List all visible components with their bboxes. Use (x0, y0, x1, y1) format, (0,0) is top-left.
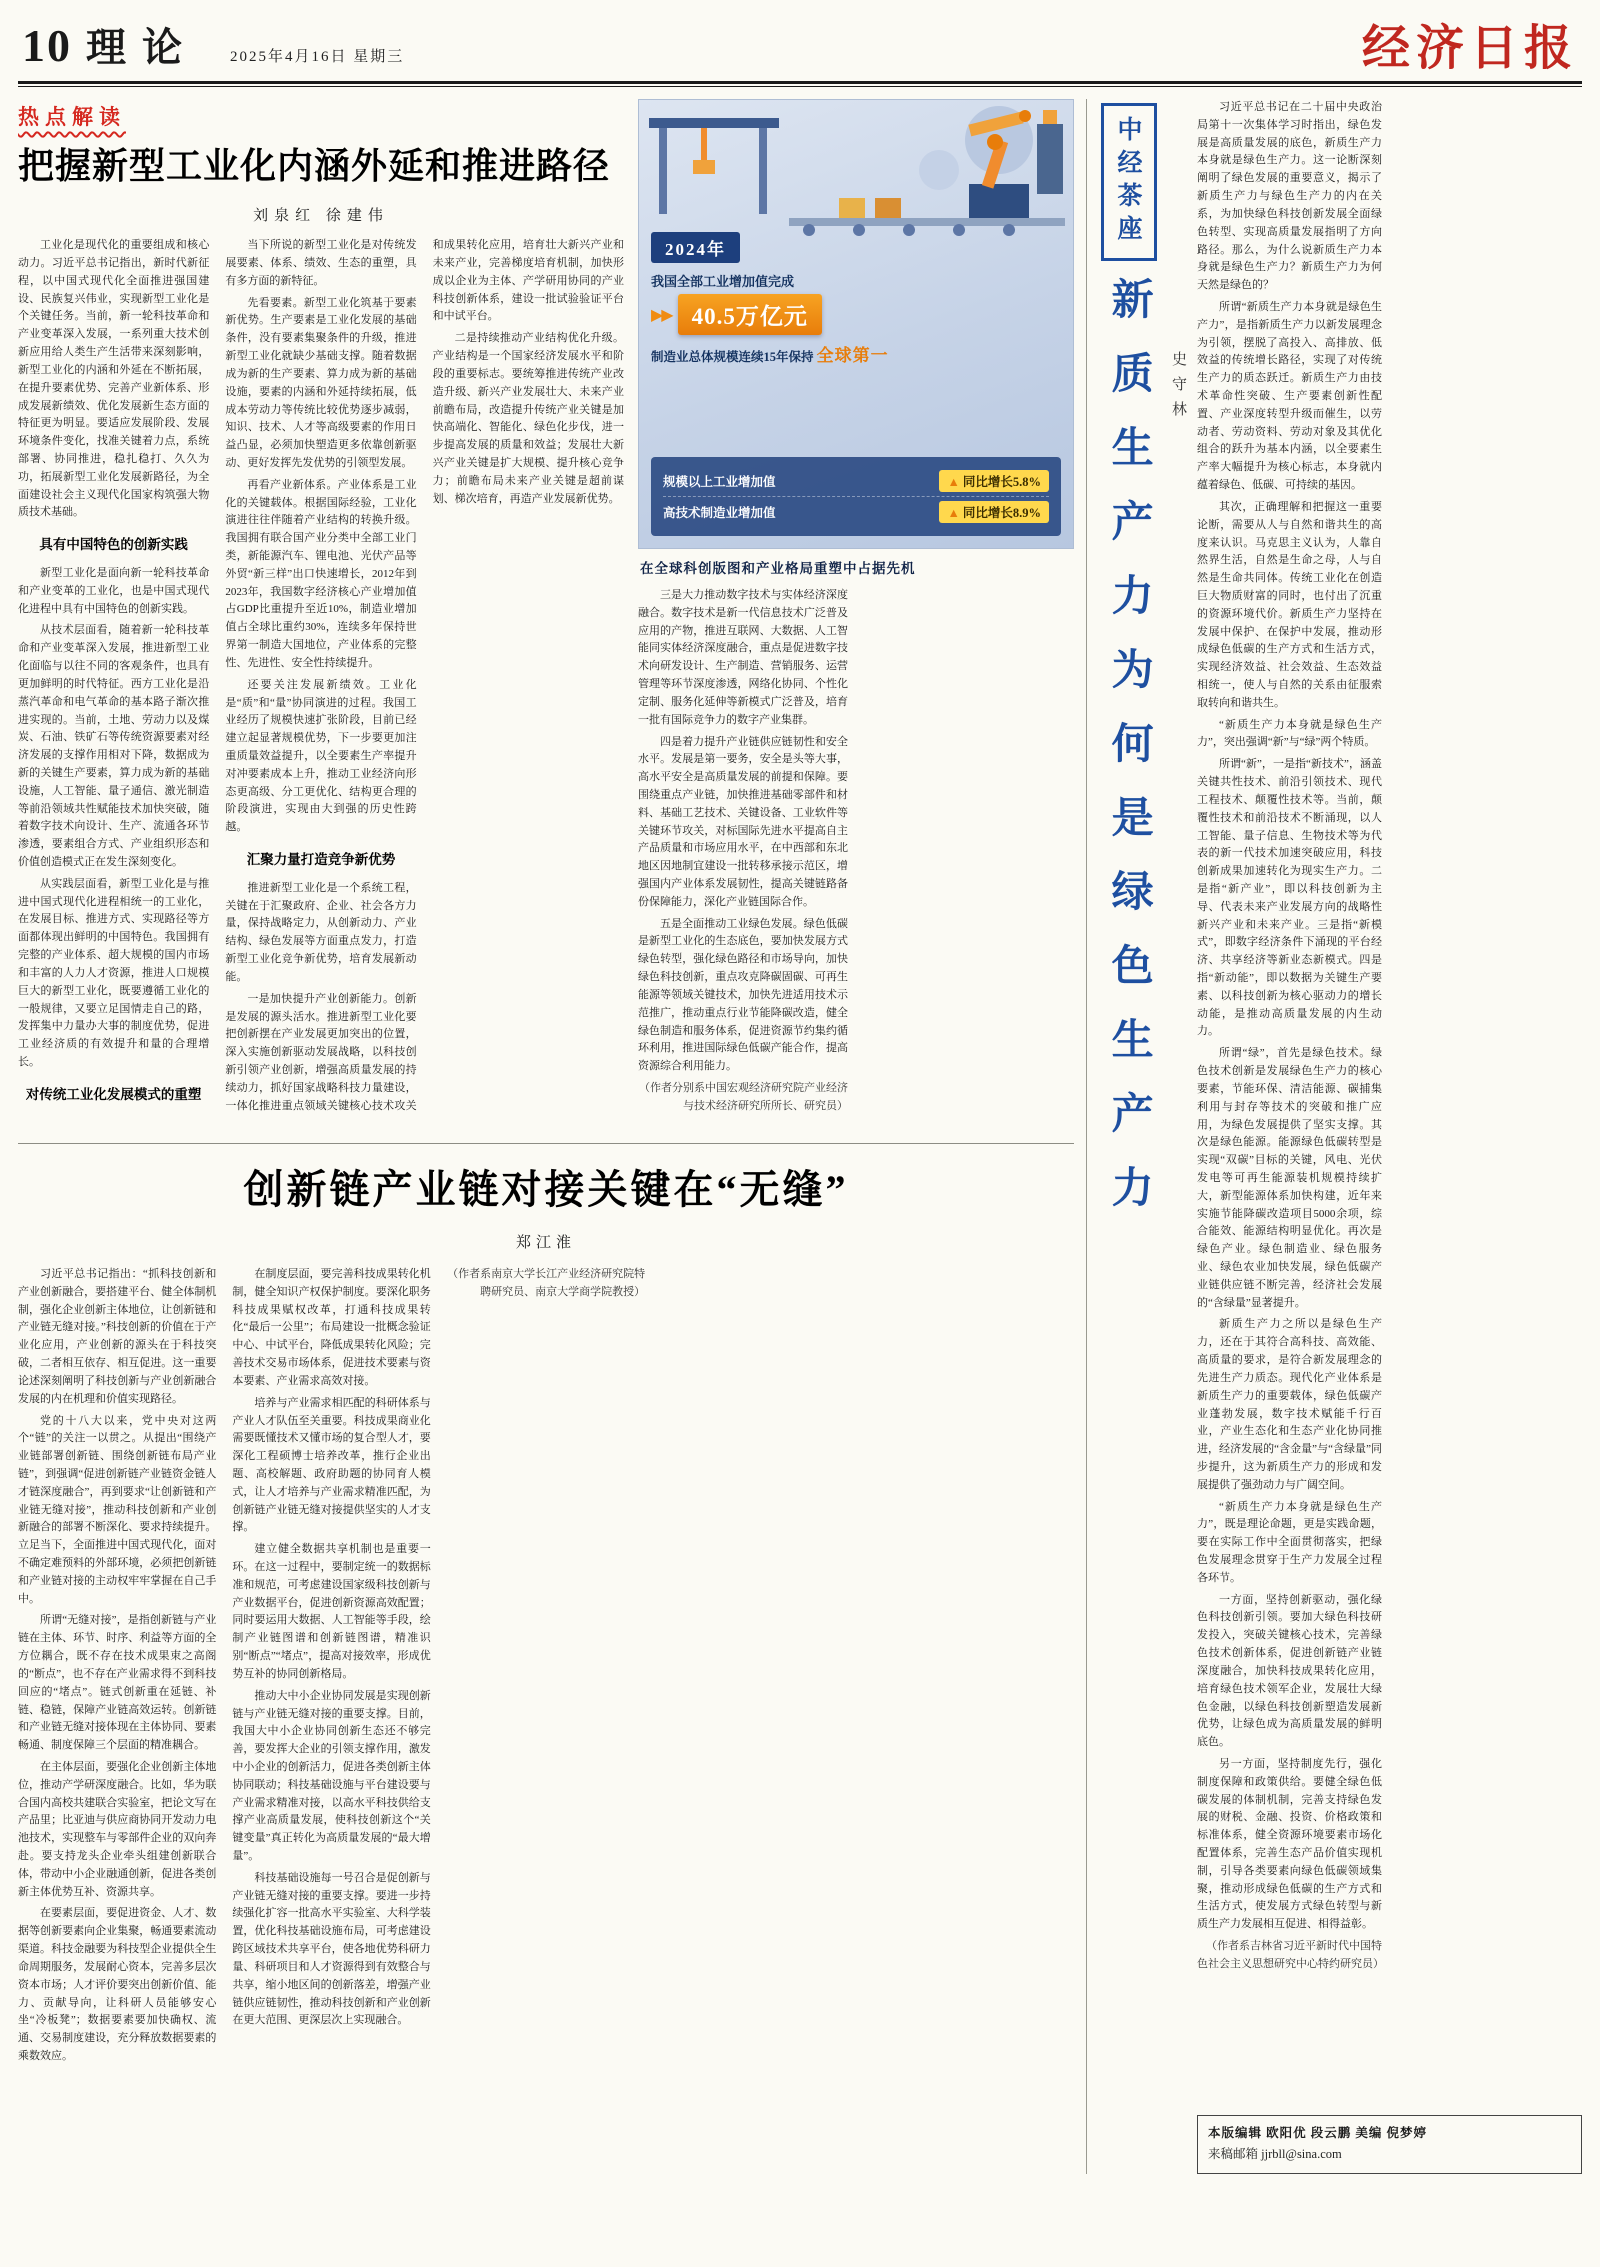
industrial-output-value: 40.5万亿元 (678, 294, 822, 335)
stat1-label: 规模以上工业增加值 (663, 475, 776, 489)
sidebar-author: 史守林 (1170, 351, 1186, 426)
line2-highlight: 全球第一 (816, 346, 889, 365)
infographic-value-row (651, 294, 901, 335)
stat1-value: 同比增长5.8% (962, 475, 1041, 489)
editors-line: 本版编辑 欧阳优 段云鹏 美编 倪梦婷 (1208, 2126, 1428, 2140)
triangle-up-icon: ▲ (947, 475, 960, 489)
page-number: 10 (22, 20, 72, 71)
stat-row-hightech (663, 496, 1049, 527)
paragraph: 当下所说的新型工业化是对传统发展要素、体系、绩效、生态的重塑，具有多方面的新特征。 (225, 239, 417, 287)
infographic-stats (651, 457, 1061, 536)
paragraph: 科技基础设施每一号召合是促创新与产业链无缝对接的重要支撑。要进一步持续强化扩容一批高水平实验室、大科学装置，优化科技基础设施布局，可考虑建设跨区域技术共享平台，使各地优势科研力量、科研项目和人才资源得到有效整合与共享，缩小地区间的创新落差，增强产业链供应链韧性，推动科技创新和产业创新在更大范围、更深层次上实现融合。 (232, 1871, 431, 2027)
main-article-right (638, 99, 1074, 1127)
paragraph: 新质生产力之所以是绿色生产力，还在于其符合高科技、高效能、高质量的要求，是符合新发展理念的先进生产力质态。现代化产业体系是新质生产力的重要载体，绿色低碳产业蓬勃发展，数字技术赋能千行百业，产业生态化和生态产业化协同推进，经济发展的“含金量”与“含绿量”同步提升，这为新质生产力的形成和发展提供了强劲动力与广阔空间。 (1197, 1318, 1382, 1491)
bottom-article (18, 1158, 1074, 2068)
paragraph: 推进新型工业化是一个系统工程，关键在于汇聚政府、企业、社会各方力量，保持战略定力，从创新动力、产业结构、绿色发展等方面重点发力，打造新型工业化竞争新优势，培育发展新动能。 (225, 881, 417, 983)
main-article (18, 99, 1074, 1127)
sidebar-body (1197, 99, 1582, 2115)
paragraph: 五是全面推动工业绿色发展。绿色低碳是新型工业化的生态底色，要加快发展方式绿色转型，强化绿色路径和市场导向，加快绿色科技创新，重点攻克降碳固碳、可再生能源等领域关键技术，加快先进适用技术示范推广，推动重点行业节能降碳改造，健全绿色制造和服务体系，促进资源节约集约循环利用，推进国际绿色低碳产能合作，提高资源综合利用能力。 (638, 917, 848, 1073)
paragraph: 所谓“新”，一是指“新技术”，涵盖关键共性技术、前沿引领技术、现代工程技术、颠覆性技术等。当前，颠覆性技术和前沿技术不断涌现，以人工智能、量子信息、生物技术等为代表的新一代技术加速突破应用，科技创新成果加速转化为现实生产力。二是指“新产业”，即以科技创新为主导、代表未来产业发展方向的战略性新兴产业和未来产业。三是指“新模式”，即数字经济条件下涌现的平台经济、共享经济等新业态新模式。四是指“新动能”，即以数据为关键生产要素、以科技创新为核心驱动力的增长动能，是推动高质量发展的内生动力。 (1197, 758, 1382, 1038)
paragraph: 在主体层面，要强化企业创新主体地位，推动产学研深度融合。比如，华为联合国内高校共建联合实验室，把论文写在产品里；比亚迪与供应商协同开发动力电池技术，实现整车与零部件企业的双向奔赴。要支持龙头企业牵头组建创新联合体，带动中小企业融通创新，促进各类创新主体优势互补、资源共享。 (18, 1760, 217, 1898)
section-subhead: 具有中国特色的创新实践 (39, 537, 188, 553)
paragraph: 从技术层面看，随着新一轮科技革命和产业变革深入发展，推进新型工业化面临与以往不同的客观条件，也具有更加鲜明的时代特征。西方工业化是沿蒸汽革命和电气革命的基本路子渐次推进实现的。当前，土地、劳动力以及煤炭、石油、铁矿石等传统资源要素对经济发展的支撑作用相对下降，数据成为新的关键生产要素，算力成为新的基础设施，人工智能、量子通信、激光制造等前沿领域共性赋能技术加快突破，随着数字技术向设计、生产、流通各环节渗透，要素组合方式、产业组织形态和价值创造模式正在发生深刻变化。 (18, 624, 210, 869)
main-body-left (18, 237, 624, 1119)
line2-prefix: 制造业总体规模连续15年保持 (651, 350, 814, 364)
stat2-value: 同比增长8.9% (962, 506, 1041, 520)
paragraph: 新型工业化是面向新一轮科技革命和产业变革的工业化，也是中国式现代化进程中具有中国特色的创新实践。 (18, 567, 210, 615)
paragraph: 其次，正确理解和把握这一重要论断，需要从人与自然和谐共生的高度来认识。马克思主义认为，人靠自然界生活，自然是生命之母，人与自然是生命共同体。传统工业化在创造巨大物质财富的同时，也付出了沉重的资源环境代价。新质生产力坚持在发展中保护、在保护中发展，推动形成绿色低碳的生产方式和生活方式，实现经济效益、社会效益、生态效益相统一，使人与自然的关系由征服索取转向和谐共生。 (1197, 500, 1382, 709)
sidebar-body-wrap (1197, 99, 1582, 2174)
page-date: 2025年4月16日 星期三 (230, 49, 405, 65)
paragraph: 习近平总书记在二十届中央政治局第十一次集体学习时指出，绿色发展是高质量发展的底色，新质生产力本身就是绿色生产力。这一论断深刻阐明了绿色发展的重要意义，揭示了新质生产力与绿色生产力的内在关系，为加快绿色科技创新发展全面绿色转型、实现高质量发展指明了方向路径。那么，为什么说新质生产力本身就是绿色生产力？新质生产力为何天然是绿色的？ (1197, 101, 1382, 292)
paragraph: 从实践层面看，新型工业化是与推进中国式现代化进程相统一的工业化，在发展目标、推进方式、实现路径等方面都体现出鲜明的中国特色。我国拥有完整的产业体系、超大规模的国内市场和丰富的人力人才资源，推进人口规模巨大的新型工业化，既要遵循工业化的一般规律，又要立足国情走自己的路，发挥集中力量办大事的制度优势，促进工业经济质的有效提升和量的合理增长。 (18, 877, 210, 1068)
infographic-line1: 我国全部工业增加值完成 (651, 274, 795, 289)
arrows-icon: ▶▶ (651, 306, 672, 324)
editor-box (1197, 2115, 1582, 2174)
paragraph: 四是着力提升产业链供应链韧性和安全水平。发展是第一要务，安全是头等大事，高水平安全是高质量发展的前提和保障。要围绕重点产业链，加快推进基础零部件和材料、基础工艺技术、关键设备、工业软件等关键环节攻关，对标国际先进水平提高自主产品质量和市场应用水平，在中西部和东北地区因地制宜建设一批转移承接示范区，增强国内产业体系发展韧性，提高关键链路备份保障能力，深化产业链国际合作。 (638, 735, 848, 908)
stat2-chip (939, 501, 1049, 523)
paragraph: 一方面，坚持创新驱动，强化绿色科技创新引领。要加大绿色科技研发投入，突破关键核心技术，完善绿色技术创新体系，促进创新链产业链深度融合，加快科技成果转化应用，培育绿色技术领军企业，发展壮大绿色金融，以绿色科技创新塑造发展新优势，让绿色成为高质量发展的鲜明底色。 (1197, 1593, 1382, 1749)
infographic-caption: 在全球科创版图和产业格局重塑中占据先机 (640, 561, 916, 576)
paragraph: “新质生产力本身就是绿色生产力”，既是理论命题，更是实践命题，要在实际工作中全面贯彻落实，把绿色发展理念贯穿于生产力发展全过程各环节。 (1197, 1500, 1382, 1584)
paragraph: 一是加快提升产业创新能力。创新是发展的源头活水。推进新型工业化要把创新摆在产业发展更加突出的位置，深入实施创新驱动发展战略，以科技创新引领产业创新，增强高质量发展的持续动力，抓好国家战略科技力量建设，一体化推进重点领域关键核心技术攻关和成果转化应用，培育壮大新兴产业和未来产业，完善梯度培育机制，加快形成以企业为主体、产学研用协同的产业科技创新体系，建设一批试验验证平台和中试平台。 (225, 239, 624, 1112)
column-badge: 中经茶座 (1101, 103, 1157, 261)
infographic-panel (651, 232, 901, 369)
paragraph: 再看产业新体系。产业体系是工业化的关键载体。根据国际经验，工业化演进往往伴随着产业结构的转换升级。我国拥有联合国产业分类中全部工业门类，新能源汽车、锂电池、光伏产品等外贸“新三样”出口快速增长，2012年到2023年，我国数字经济核心产业增加值占GDP比重提升至近10%，制造业增加值占全球比重约30%，连续多年保持世界第一制造大国地位，产业体系的完整性、先进性、安全性持续提升。 (225, 478, 417, 669)
paragraph: 二是持续推动产业结构优化升级。产业结构是一个国家经济发展水平和阶段的重要标志。要统筹推进传统产业改造升级、新兴产业发展壮大、未来产业前瞻布局，改造提升传统产业关键是加快高端化、智能化、绿色化步伐，进一步提高发展的质量和效益；发展壮大新兴产业关键是扩大规模、提升核心竞争力；前瞻布局未来产业关键是超前谋划、梯次培育，再造产业发展新优势。 (432, 332, 624, 505)
industry-illustration-icon (639, 100, 1074, 250)
paragraph: 所谓“新质生产力本身就是绿色生产力”，是指新质生产力以新发展理念为引领，摆脱了高投入、高排放、低效益的传统增长路径，实现了对传统生产力的质态跃迁。新质生产力由技术革命性突破、生产要素创新性配置、产业深度转型升级而催生，以劳动者、劳动资料、劳动对象及其优化组合的跃升为基本内涵，以全要素生产率大幅提升为核心标志，本身就内蕴着绿色、低碳、可持续的基因。 (1197, 300, 1382, 492)
industry-infographic (638, 99, 1074, 549)
paragraph: 建立健全数据共享机制也是重要一环。在这一过程中，要制定统一的数据标准和规范，可考虑建设国家级科技创新与产业数据平台，促进创新资源高效配置；同时要运用大数据、人工智能等手段，绘制产业链图谱和创新链图谱，精准识别“断点”“堵点”，提高对接效率，形成优势互补的协同创新格局。 (232, 1543, 431, 1680)
section-subhead: 汇聚力量打造竞争新优势 (246, 852, 396, 867)
sidebar-article (1099, 99, 1582, 2174)
article-divider (18, 1143, 1074, 1144)
paragraph: 另一方面，坚持制度先行，强化制度保障和政策供给。要健全绿色低碳发展的体制机制，完善支持绿色发展的财税、金融、投资、价格政策和标准体系，健全资源环境要素市场化配置体系，完善生态产品价值实现机制，引导各类要素向绿色低碳领域集聚，推动形成绿色低碳的生产方式和生活方式，使发展方式绿色转型与新质生产力发展相互促进、相得益彰。 (1197, 1757, 1382, 1931)
stat2-label: 高技术制造业增加值 (663, 506, 776, 520)
paragraph: 三是大力推动数字技术与实体经济深度融合。数字技术是新一代信息技术广泛普及应用的产物，推进互联网、大数据、人工智能同实体经济深度融合，重点是促进数字技术向研发设计、生产制造、营销服务、运营管理等环节深度渗透，网络化协同、个性化定制、服务化延伸等新模式广泛普及，培育一批有国际竞争力的数字产业集群。 (638, 589, 848, 726)
infographic-line2 (651, 343, 901, 369)
infographic-year-badge: 2024年 (651, 232, 740, 263)
paragraph: 先看要素。新型工业化筑基于要素新优势。生产要素是工业化发展的基础条件，没有要素集聚条件的升级，推进新型工业化就缺少基础支撑。随着数据成为新的生产要素、算力成为新的基础设施，要素的内涵和外延持续拓展，低成本劳动力等传统比较优势逐步减弱，知识、技术、人才等高级要素的作用日益凸显，必须加快塑造更多依靠创新驱动、更好发挥先发优势的引领型发展。 (225, 296, 417, 469)
page-header (18, 14, 1582, 79)
bottom-headline: 创新链产业链对接关键在“无缝” (243, 1167, 849, 1212)
triangle-up-icon: ▲ (947, 506, 960, 520)
author-note: （作者分别系中国宏观经济研究院产业经济与技术经济研究所所长、研究员） (639, 1081, 848, 1112)
paragraph: 党的十八大以来，党中央对这两个“链”的关注一以贯之。从提出“围绕产业链部署创新链、围绕创新链布局产业链”，到强调“促进创新链产业链资金链人才链深度融合”，再到要求“让创新链和产业链无缝对接”，推动科技创新和产业创新融合的部署不断深化、要求持续提升。立足当下，全面推进中国式现代化，面对不确定难预料的外部环境，必须把创新链和产业链对接的主动权牢牢掌握在自己手中。 (18, 1414, 217, 1605)
paragraph: 习近平总书记指出：“抓科技创新和产业创新融合，要搭建平台、健全体制机制，强化企业创新主体地位，让创新链和产业链无缝对接。”科技创新的价值在于产业化应用，产业创新的源头在于科技突破，二者相互依存、相互促进。这一重要论述深刻阐明了科技创新与产业创新融合发展的内在机理和价值实现路径。 (18, 1268, 217, 1405)
paragraph: 在要素层面，要促进资金、人才、数据等创新要素向企业集聚，畅通要素流动渠道。科技金融要为科技型企业提供全生命周期服务，发展耐心资本，完善多层次资本市场；人才评价要突出创新价值、能力、贡献导向，让科研人员能够安心坐“冷板凳”；数据要素要加快确权、流通、交易制度建设，充分释放数据要素的乘数效应。 (18, 1907, 217, 2062)
author-note: （作者系南京大学长江产业经济研究院特聘研究员、南京大学商学院教授） (447, 1268, 646, 1298)
mailbox-line: 来稿邮箱 jjrbll@sina.com (1208, 2147, 1342, 2162)
main-byline: 刘泉红 徐建伟 (253, 208, 389, 225)
paragraph: 培养与产业需求相匹配的科研体系与产业人才队伍至关重要。科技成果商业化需要既懂技术又懂市场的复合型人才，要深化工程硕博士培养改革，推行企业出题、高校解题、政府助题的协同育人模式，让人才培养与产业需求精准匹配，为创新链产业链无缝对接提供坚实的人才支撑。 (232, 1396, 431, 1534)
header-rule-thick (18, 81, 1582, 84)
hot-topic-tag: 热点解读 (18, 105, 126, 129)
masthead-logo: 经济日报 (1361, 22, 1578, 75)
page-content (18, 99, 1582, 2174)
paragraph: 在制度层面，要完善科技成果转化机制，健全知识产权保护制度。要深化职务科技成果赋权改革，打通科技成果转化“最后一公里”；布局建设一批概念验证中心、中试平台，降低成果转化风险；完善技术交易市场体系，促进技术要素与资本要素、产业需求高效对接。 (232, 1268, 431, 1387)
paragraph: “新质生产力本身就是绿色生产力”，突出强调“新”与“绿”两个特质。 (1197, 718, 1382, 749)
page-header-left (22, 16, 404, 73)
main-sidebar-divider (1086, 99, 1087, 2174)
main-article-left (18, 99, 624, 1127)
paragraph: 工业化是现代化的重要组成和核心动力。习近平总书记指出，新时代新征程，以中国式现代化全面推进强国建设、民族复兴伟业，实现新型工业化是个关键任务。当前，新一轮科技革命和产业变革深入发展，一系列重大技术创新应用给人类生产生活带来深刻影响，新型工业化的内涵和外延在不断拓展，在提升要素优势、完善产业新体系、形成发展新绩效、优化发展新生态方面的特征更为明显。要适应发展阶段、发展环境条件变化，找准关键着力点，系统部署、协同推进，稳扎稳打、久久为功，拓展新型工业化发展新路径，为全面建设社会主义现代化国家构筑强大物质技术基础。 (18, 239, 210, 519)
sidebar-title-rail (1099, 99, 1187, 2174)
header-rule-thin (18, 86, 1582, 87)
paragraph: 所谓“无缝对接”，是指创新链与产业链在主体、环节、时序、利益等方面的全方位耦合，既不存在技术成果束之高阁的“断点”，也不存在产业需求得不到科技回应的“堵点”。链式创新重在延链、补链、稳链，保障产业链高效运转。创新链和产业链无缝对接体现在主体协同、要素畅通、制度保障三个层面的精准耦合。 (18, 1614, 217, 1752)
bottom-byline: 郑江淮 (515, 1235, 576, 1251)
main-article-layout (18, 99, 1074, 1127)
bottom-body (18, 1266, 1074, 2068)
main-body-right (638, 587, 1074, 1127)
paragraph: 所谓“绿”，首先是绿色技术。绿色技术创新是发展绿色生产力的核心要素，节能环保、清洁能源、碳捕集利用与封存等技术的突破和推广应用，为绿色发展提供了坚实支撑。其次是绿色能源。能源绿色低碳转型是实现“双碳”目标的关键，风电、光伏发电等可再生能源装机规模持续扩大，新型能源体系加快构建，近年来实施节能降碳改造项目5000余项，综合能效、能源结构明显优化。再次是绿色产业。绿色制造业、绿色服务业、绿色农业加快发展，绿色低碳产业链供应链不断完善，经济社会发展的“含绿量”显著提升。 (1197, 1047, 1382, 1309)
sidebar-vertical-title: 新质生产力为何是绿色生产力 (1105, 277, 1152, 1239)
section-title: 理论 (86, 25, 198, 70)
paragraph: 还要关注发展新绩效。工业化是“质”和“量”协同演进的过程。我国工业经历了规模快速扩张阶段，目前已经建立起显著规模优势，下一步要更加注重质量效益提升，以全要素生产率提升对冲要素成本上升，推动工业经济向形态更高级、分工更优化、结构更合理的阶段演进，实现由大到强的历史性跨越。 (225, 678, 417, 834)
stat-row-industrial (663, 466, 1049, 496)
main-headline: 把握新型工业化内涵外延和推进路径 (18, 146, 611, 186)
section-subhead: 对传统工业化发展模式的重塑 (25, 1086, 202, 1102)
author-note: （作者系吉林省习近平新时代中国特色社会主义思想研究中心特约研究员） (1197, 1940, 1384, 1970)
stat1-chip (939, 470, 1049, 492)
main-column (18, 99, 1074, 2174)
paragraph: 推动大中小企业协同发展是实现创新链与产业链无缝对接的重要支撑。目前，我国大中小企业协同创新生态还不够完善，要发挥大企业的引领支撑作用，激发中小企业的创新活力，促进各类创新主体协同联动；科技基础设施与平台建设要与产业需求精准对接，以高水平科技供给支撑产业高质量发展，使科技创新这个“关键变量”真正转化为高质量发展的“最大增量”。 (232, 1689, 431, 1862)
